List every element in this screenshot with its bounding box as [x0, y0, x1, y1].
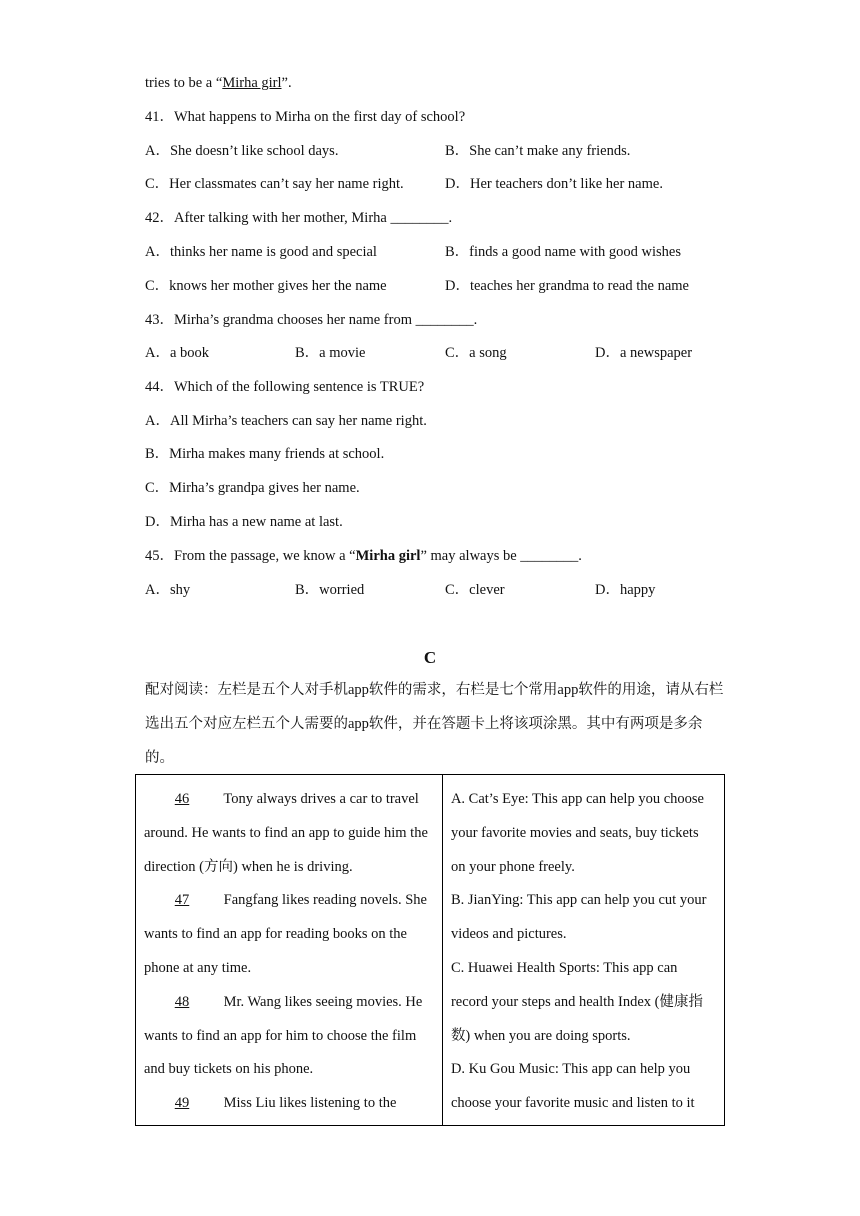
- q44-option-d: D．Mirha has a new name at last.: [145, 514, 343, 530]
- question-41: 41．What happens to Mirha on the first day of school?: [145, 109, 466, 125]
- q45-option-d: D．happy: [595, 582, 656, 598]
- q42-option-a: A．thinks her name is good and special: [145, 244, 377, 260]
- left-item: [144, 986, 434, 1087]
- app-option-b: B. JianYing: This app can help you cut your videos and pictures.: [450, 892, 707, 943]
- q43-option-d: D．a newspaper: [595, 345, 693, 361]
- left-item: [144, 783, 434, 884]
- q41-option-d: D．Her teachers don’t like her name.: [445, 176, 663, 192]
- question-45: [145, 546, 582, 566]
- q42-option-d: D．teaches her grandma to read the name: [445, 278, 689, 294]
- intro-pre: tries to be a “: [145, 75, 223, 91]
- q45-stem-pre: 45．From the passage, we know a “: [145, 548, 356, 564]
- left-item: [144, 884, 434, 985]
- matching-table: [135, 774, 725, 1126]
- q42-option-b: B．finds a good name with good wishes: [445, 244, 682, 260]
- q42-option-c: C．knows her mother gives her the name: [145, 278, 387, 294]
- q43-option-c: C．a song: [445, 345, 507, 361]
- q41-option-b: B．She can’t make any friends.: [445, 143, 631, 159]
- answer-blank-48[interactable]: 48: [174, 993, 190, 1010]
- app-option-a: A. Cat’s Eye: This app can help you choose your favorite movies and seats, buy tickets on your phone freely.: [450, 791, 704, 875]
- question-42: 42．After talking with her mother, Mirha ________.: [145, 210, 453, 226]
- q44-option-b: B．Mirha makes many friends at school.: [145, 446, 385, 462]
- q45-option-c: C．clever: [445, 582, 505, 598]
- q41-option-c: C．Her classmates can’t say her name right.: [145, 176, 404, 192]
- app-option-c: C. Huawei Health Sports: This app can record your steps and health Index (健康指数) when you are doing sports.: [450, 959, 704, 1044]
- app-option-d: D. Ku Gou Music: This app can help you choose your favorite music and listen to it: [450, 1061, 695, 1112]
- section-title: C: [423, 648, 437, 667]
- q43-option-b: B．a movie: [295, 345, 366, 361]
- answer-blank-46[interactable]: 46: [174, 791, 190, 807]
- q45-stem-post: ” may always be ________.: [420, 548, 582, 564]
- intro-post: ”.: [281, 75, 292, 91]
- section-instructions: 配对阅读：左栏是五个人对手机app软件的需求，右栏是七个常用app软件的用途，请从右栏选出五个对应左栏五个人需要的app软件，并在答题卡上将该项涂黑。其中有两项是多余的。: [145, 682, 724, 766]
- left-item-text: Mr. Wang likes seeing movies. He wants to find an app for him to choose the film and buy tickets on his phone.: [144, 993, 423, 1078]
- q41-option-a: A．She doesn’t like school days.: [145, 143, 339, 159]
- left-column: [136, 775, 443, 1126]
- question-43: 43．Mirha’s grandma chooses her name from ________.: [145, 312, 478, 328]
- left-item-text: Tony always drives a car to travel around. He wants to find an app to guide him the direction (方向) when he is driving.: [144, 791, 428, 875]
- q45-option-b: B．worried: [295, 582, 365, 598]
- right-column: [442, 775, 724, 1126]
- question-44: 44．Which of the following sentence is TRUE?: [145, 379, 425, 395]
- q43-option-a: A．a book: [145, 345, 210, 361]
- answer-blank-49[interactable]: 49: [174, 1095, 190, 1112]
- q45-option-a: A．shy: [145, 582, 191, 598]
- q44-option-c: C．Mirha’s grandpa gives her name.: [145, 480, 360, 496]
- left-item-text: Fangfang likes reading novels. She wants to find an app for reading books on the phone at any time.: [144, 892, 427, 976]
- passage-tail: [145, 73, 292, 93]
- q44-option-a: A．All Mirha’s teachers can say her name right.: [145, 413, 427, 429]
- intro-underlined: Mirha girl: [222, 75, 282, 91]
- answer-blank-47[interactable]: 47: [174, 892, 190, 909]
- q45-stem-bold: Mirha girl: [355, 548, 421, 564]
- left-item-text: Miss Liu likes listening to the: [220, 1095, 397, 1112]
- left-item: [144, 1087, 434, 1121]
